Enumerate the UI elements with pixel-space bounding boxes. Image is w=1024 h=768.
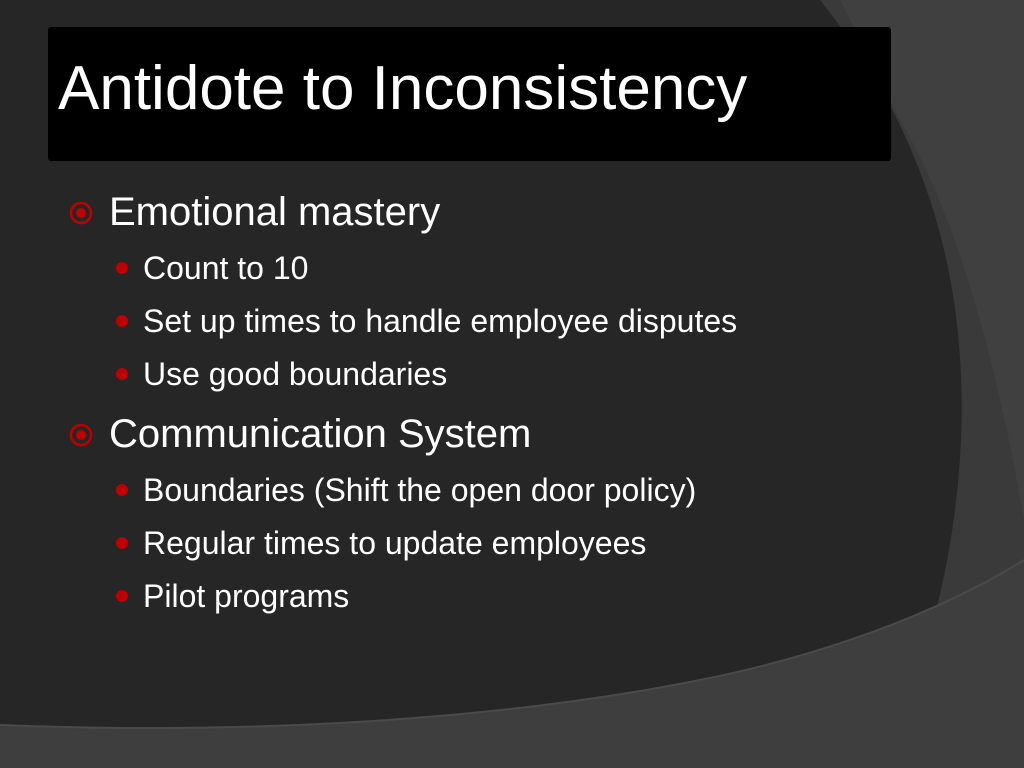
red-dot-bullet-icon <box>116 590 128 602</box>
bullet-text: Communication System <box>109 412 532 456</box>
slide-title: Antidote to Inconsistency <box>58 54 748 123</box>
red-dot-bullet-icon <box>116 368 128 380</box>
sub-bullet-text: Set up times to handle employee disputes <box>143 303 738 339</box>
sub-bullet-text: Boundaries (Shift the open door policy) <box>143 472 697 508</box>
bullet-text: Emotional mastery <box>109 190 441 234</box>
red-dot-bullet-icon <box>116 537 128 549</box>
red-dot-bullet-icon <box>116 484 128 496</box>
target-bullet-icon <box>68 200 94 226</box>
sub-bullet-text: Pilot programs <box>143 578 350 614</box>
target-bullet-icon <box>68 422 94 448</box>
sub-bullet-text: Count to 10 <box>143 250 309 286</box>
red-dot-bullet-icon <box>116 262 128 274</box>
red-dot-bullet-icon <box>116 315 128 327</box>
sub-bullet-text: Regular times to update employees <box>143 525 647 561</box>
sub-bullet-text: Use good boundaries <box>143 356 448 392</box>
